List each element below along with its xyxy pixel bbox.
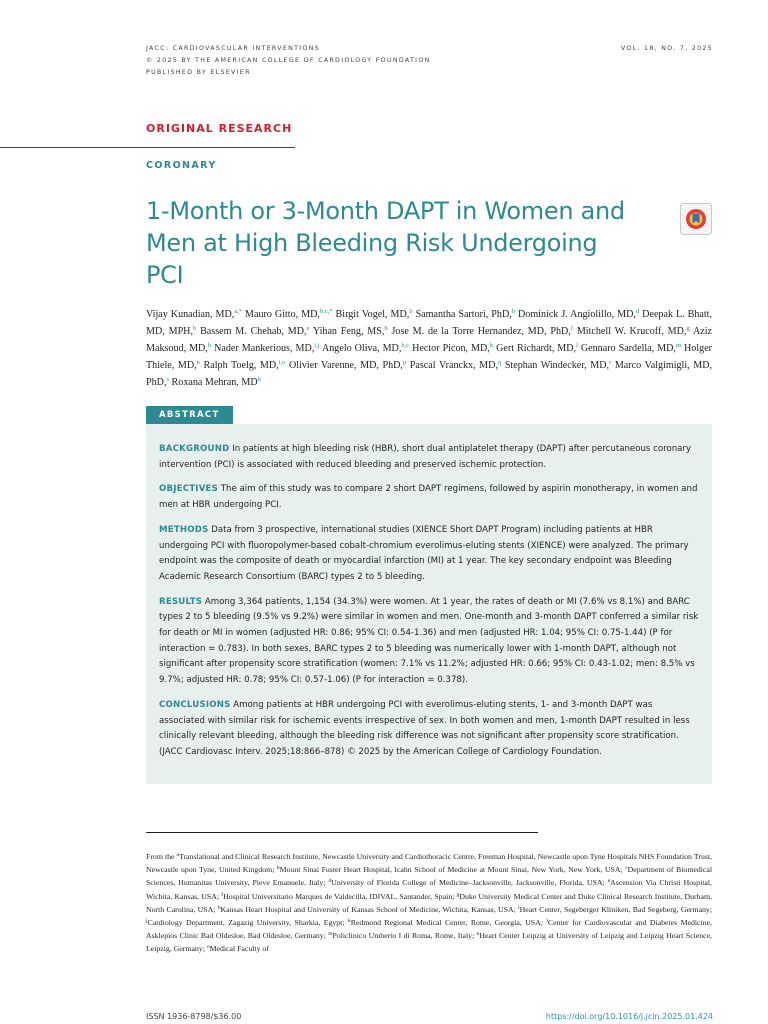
abstract-box — [146, 424, 712, 784]
footnote-divider — [146, 832, 538, 833]
author-affiliation-mark[interactable]: b,c — [401, 342, 410, 349]
author-affiliation-mark[interactable]: k — [489, 342, 494, 349]
affiliation-marker: n — [476, 931, 480, 938]
author-affiliation-mark[interactable]: i,o — [278, 359, 286, 366]
author-name: Gennaro Sardella, MD, — [580, 343, 676, 354]
author-name: Yihan Feng, MS, — [312, 326, 385, 337]
author-affiliation-mark[interactable]: f — [570, 325, 573, 332]
section-divider — [0, 147, 295, 148]
author-affiliation-mark[interactable]: i,j — [314, 342, 320, 349]
author-affiliation-mark[interactable]: b,c,* — [319, 308, 333, 315]
author-name: Ralph Toelg, MD, — [203, 360, 279, 371]
abstract-section-conclusions — [159, 698, 700, 761]
author-list — [146, 306, 712, 391]
author-name: Aziz Maksoud, MD, — [146, 326, 713, 354]
affiliation-marker: f — [221, 891, 224, 898]
doi-link[interactable]: https://doi.org/10.1016/j.jcin.2025.01.424 — [545, 1012, 713, 1021]
affiliation-marker: e — [607, 878, 611, 885]
abstract-text: Data from 3 prospective, international studies (XIENCE Short DAPT Program) including patients at HBR undergoing PCI with fluoropolymer-based cobalt-chromium everolimus-eluting stents (XIENCE) were analyzed. The primary endpoint was the composite of death or myocardial infarction (MI) at 1 year. The key secondary endpoint was Bleeding Academic Research Consortium (BARC) types 2 to 5 bleeding. — [159, 524, 689, 582]
abstract-text: The aim of this study was to compare 2 short DAPT regimens, followed by aspirin monotherapy, in women and men at HBR undergoing PCI. — [159, 484, 698, 511]
affiliation-text: Heart Center, Segeberger Kliniken, Bad Segeberg, Germany; — [519, 904, 712, 914]
author-name: Nader Mankerious, MD, — [214, 343, 315, 354]
author-name: Mauro Gitto, MD, — [245, 309, 320, 320]
author-name: Holger Thiele, MD, — [146, 343, 713, 371]
affiliation-text: Redmond Regional Medical Center, Rome, Georgia, USA; — [350, 918, 547, 928]
section-label: ORIGINAL RESEARCH — [146, 122, 293, 135]
affiliation-text: Hospital Universitario Marques de Valdecilla, IDIVAL, Santander, Spain; — [223, 891, 457, 901]
copyright-line: © 2025 BY THE AMERICAN COLLEGE OF CARDIOLOGY FOUNDATION — [146, 57, 431, 64]
abstract-heading: CONCLUSIONS — [159, 699, 231, 710]
affiliation-marker: a — [176, 852, 179, 858]
affiliation-marker: b — [276, 865, 280, 872]
author-name: Bassem M. Chehab, MD, — [200, 326, 307, 337]
affiliation-text: Translational and Clinical Research Institute, Newcastle University and Cardiothoracic Centre, Freeman Hospital, Newcastle upon Tyne Hospitals NHS Foundation Trust, Newcastle upon Tyne, United Kingdom; — [146, 852, 712, 875]
affiliation-text: Ascension Via Christi Hospital, Wichita, Kansas, USA; — [146, 878, 712, 901]
author-affiliation-mark[interactable]: r — [609, 359, 612, 366]
affiliation-marker: h — [217, 904, 221, 911]
author-name: Jose M. de la Torre Hernandez, MD, PhD, — [391, 326, 571, 337]
abstract-heading: METHODS — [159, 524, 209, 535]
author-name: Gert Richardt, MD, — [496, 343, 577, 354]
author-name: Samantha Sartori, PhD, — [415, 309, 512, 320]
author-name: Dominick J. Angiolillo, MD, — [517, 309, 636, 320]
author-affiliation-mark[interactable]: b — [193, 325, 197, 332]
author-affiliation-mark[interactable]: q — [497, 359, 502, 366]
volume-info: VOL. 18, NO. 7, 2025 — [620, 45, 713, 52]
author-name: Mitchell W. Krucoff, MD, — [576, 326, 687, 337]
author-affiliation-mark[interactable]: b — [511, 308, 516, 315]
abstract-text: Among 3,364 patients, 1,154 (34.3%) were women. At 1 year, the rates of death or MI (7.6% vs 8.1%) and BARC types 2 to 5 bleeding (9.5% vs 9.2%) were similar in women and men. One-month and 3-month DAPT conferred a similar risk for death or MI in women (adjusted HR: 0.86; 95% CI: 0.54-1.36) and men (adjusted HR: 1.04; 95% CI: 0.75-1.44) (P for interaction = 0.783). In both sexes, BARC types 2 to 5 bleeding was numerically lower with 1-month DAPT, although not significant after propensity score stratification (women: 7.1% vs 11.2%; adjusted HR: 0.66; 95% CI: 0.43-1.02; men: 8.5% vs 9.7%; adjusted HR: 0.78; 95% CI: 0.57-1.06) (P for interaction = 0.378). — [159, 596, 699, 686]
crossmark-glyph — [681, 204, 711, 234]
affiliation-text: Cardiology Department, Zagazig University, Sharkia, Egypt; — [147, 918, 348, 928]
affiliation-marker: m — [328, 931, 333, 938]
author-affiliation-mark[interactable]: a,* — [234, 308, 243, 315]
abstract-heading: RESULTS — [159, 596, 203, 607]
abstract-section-methods — [159, 523, 700, 586]
author-name: Vijay Kunadian, MD, — [146, 309, 235, 320]
running-header-left — [146, 43, 431, 79]
abstract-section-objectives — [159, 482, 700, 513]
abstract-section-results — [159, 595, 700, 689]
affiliation-marker: g — [456, 891, 460, 898]
author-name: Marco Valgimigli, MD, PhD, — [146, 360, 713, 388]
abstract-section-background — [159, 442, 700, 473]
author-name: Pascal Vranckx, MD, — [409, 360, 498, 371]
affiliation-text: Center for Cardiovascular and Diabetes Medicine, Asklepios Clinic Bad Oldesloe, Bad Oldesloe, Germany; — [146, 918, 712, 941]
journal-name: JACC: CARDIOVASCULAR INTERVENTIONS — [146, 45, 321, 52]
affiliations-footnote — [146, 850, 712, 956]
affiliation-marker: d — [328, 878, 332, 885]
abstract-text: In patients at high bleeding risk (HBR), short dual antiplatelet therapy (DAPT) after percutaneous coronary intervention (PCI) is associated with reduced bleeding and preserved ischemic protection. — [159, 444, 692, 470]
author-name: Roxana Mehran, MD — [171, 377, 258, 388]
affiliation-text: Kansas Heart Hospital and University of Kansas School of Medicine, Wichita, Kansas, USA; — [220, 904, 519, 914]
author-affiliation-mark[interactable]: d — [635, 308, 640, 315]
affiliation-text: University of Florida College of Medicine–Jacksonville, Jacksonville, Florida, USA; — [331, 878, 608, 888]
affiliation-marker: c — [625, 865, 628, 872]
affiliation-marker: i — [518, 904, 520, 911]
abstract-heading: OBJECTIVES — [159, 484, 219, 495]
author-name: Angelo Oliva, MD, — [321, 343, 402, 354]
affiliation-marker: l — [546, 918, 548, 925]
abstract-text: Among patients at HBR undergoing PCI with everolimus-eluting stents, 1- and 3-month DAPT was associated with similar risk for ischemic events irrespective of sex. In both women and men, 1-month DAPT resulted in less clinically relevant bleeding, although the bleeding risk difference was not significant after propensity score stratification. (JACC Cardiovasc Interv. 2025;18:866–878) © 2025 by the American College of Cardiology Foundation. — [159, 699, 690, 757]
author-affiliation-mark[interactable]: b — [257, 376, 261, 383]
author-affiliation-mark[interactable]: l — [576, 342, 578, 349]
author-affiliation-mark[interactable]: m — [675, 342, 682, 349]
affiliation-marker: o — [206, 944, 210, 951]
affiliation-text: Department of Biomedical Sciences, Humanitas University, Pieve Emanuele, Italy; — [146, 865, 712, 888]
author-affiliation-mark[interactable]: n — [196, 359, 200, 366]
affiliation-text: Duke University Medical Center and Duke Clinical Research Institute, Durham, North Carolina, USA; — [146, 891, 712, 914]
author-name: Deepak L. Bhatt, MD, MPH, — [146, 309, 712, 337]
author-affiliation-mark[interactable]: b — [409, 308, 413, 315]
publisher-line: PUBLISHED BY ELSEVIER — [146, 69, 251, 76]
subsection-label: CORONARY — [146, 160, 217, 171]
affiliation-text: Policlinico Umberto I di Roma, Rome, Italy; — [332, 931, 477, 941]
author-affiliation-mark[interactable]: h — [207, 342, 212, 349]
affiliation-marker: k — [347, 918, 351, 925]
crossmark-icon[interactable] — [680, 203, 712, 235]
author-affiliation-mark[interactable]: e — [306, 325, 310, 332]
author-affiliation-mark[interactable]: p — [402, 359, 407, 366]
author-name: Olivier Varenne, MD, PhD, — [288, 360, 403, 371]
author-affiliation-mark[interactable]: s — [166, 376, 170, 383]
abstract-label: ABSTRACT — [146, 406, 233, 424]
author-affiliation-mark[interactable]: b — [384, 325, 388, 332]
affiliation-marker: j — [146, 918, 148, 925]
article-title: 1-Month or 3-Month DAPT in Women and Men at High Bleeding Risk Undergoing PCI — [146, 197, 625, 289]
author-name: Hector Picon, MD, — [412, 343, 490, 354]
issn-line: ISSN 1936-8798/$36.00 — [146, 1012, 242, 1021]
affiliation-text: From the — [146, 852, 177, 861]
author-name: Stephan Windecker, MD, — [504, 360, 610, 371]
affiliation-text: Mount Sinai Fuster Heart Hospital, Icahn School of Medicine at Mount Sinai, New York, New York, USA; — [279, 865, 626, 875]
author-name: Birgit Vogel, MD, — [335, 309, 410, 320]
affiliation-text: Heart Center Leipzig at University of Leipzig and Leipzig Heart Science, Leipzig, Germany; — [146, 931, 712, 954]
author-affiliation-mark[interactable]: g — [686, 325, 690, 332]
affiliation-text: Medical Faculty of — [209, 944, 269, 954]
abstract-heading: BACKGROUND — [159, 444, 230, 454]
